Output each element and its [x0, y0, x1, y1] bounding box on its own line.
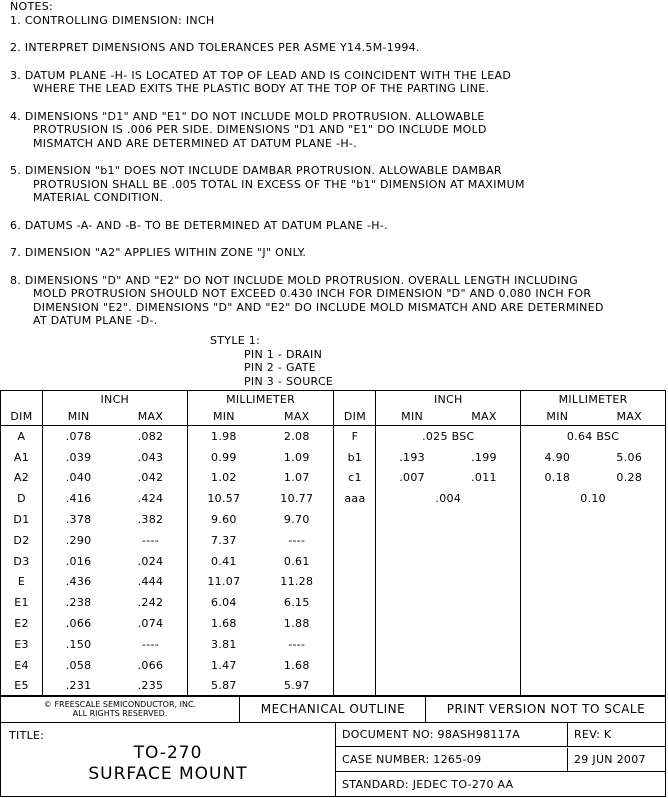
table-row	[1, 655, 666, 676]
table-cell: 7.37	[211, 533, 237, 547]
dim-label: D1	[1, 509, 43, 530]
table-cell: .042	[114, 468, 187, 489]
dim-label: b1	[334, 447, 376, 468]
notes-block	[10, 0, 666, 328]
dim-label: F	[334, 426, 376, 447]
table-row	[1, 426, 666, 447]
table-cell: ----	[114, 530, 187, 551]
dim-label: E2	[1, 613, 43, 634]
header-mm-right: MILLIMETER	[558, 393, 628, 406]
table-cell	[594, 613, 666, 634]
copyright-line-2: ALL RIGHTS RESERVED.	[72, 709, 168, 718]
print-version-label: PRINT VERSION NOT TO SCALE	[446, 702, 646, 716]
dim-label: aaa	[334, 488, 376, 509]
table-cell	[334, 613, 376, 634]
table-row	[1, 447, 666, 468]
table-cell: 9.60	[211, 513, 237, 527]
table-cell	[521, 634, 594, 655]
table-row	[1, 509, 666, 530]
header-max: MAX	[114, 408, 187, 426]
table-cell	[334, 572, 376, 593]
table-cell: ----	[260, 530, 334, 551]
note-6	[10, 219, 666, 233]
table-cell: 4.90	[544, 450, 571, 464]
package-title	[1, 743, 335, 785]
copyright-line-1: © FREESCALE SEMICONDUCTOR, INC.	[43, 700, 197, 709]
table-cell: 5.87	[211, 679, 237, 693]
pin-3: PIN 3 - SOURCE	[244, 374, 334, 388]
table-cell: 6.04	[211, 596, 237, 610]
note-text-continued: PROTRUSION IS .006 PER SIDE. DIMENSIONS "D1 AND "E1" DO INCLUDE MOLD	[33, 123, 487, 136]
revision: REV: K	[568, 723, 666, 747]
header-inch-left: INCH	[42, 391, 187, 409]
table-cell: .444	[114, 572, 187, 593]
table-cell	[334, 551, 376, 572]
table-cell: .231	[65, 679, 92, 693]
table-cell: 1.68	[211, 617, 237, 631]
table-cell	[594, 551, 666, 572]
table-row	[1, 530, 666, 551]
table-cell	[521, 613, 594, 634]
table-cell	[521, 530, 594, 551]
table-cell	[448, 676, 521, 697]
dim-label: E	[1, 572, 43, 593]
table-row	[1, 468, 666, 489]
note-3	[10, 69, 666, 96]
table-cell: .235	[114, 676, 187, 697]
note-text: 4. DIMENSIONS "D1" AND "E1" DO NOT INCLUDE MOLD PROTRUSION. ALLOWABLE	[10, 109, 485, 123]
table-cell: 1.47	[211, 658, 237, 672]
header-max: MAX	[448, 408, 521, 426]
dim-label: E3	[1, 634, 43, 655]
table-cell	[376, 509, 448, 530]
note-text: 2. INTERPRET DIMENSIONS AND TOLERANCES PER ASME Y14.5M-1994.	[10, 41, 420, 54]
table-cell: .024	[114, 551, 187, 572]
note-text-continued: DIMENSION "E2". DIMENSIONS "D" AND "E2" DO INCLUDE MOLD MISMATCH AND ARE DETERMINED	[33, 300, 604, 314]
header-mm-left: MILLIMETER	[187, 391, 334, 409]
table-cell: 10.77	[260, 488, 334, 509]
table-cell: ----	[260, 634, 334, 655]
table-cell	[521, 509, 594, 530]
table-cell: 0.41	[211, 554, 237, 568]
table-cell: .238	[65, 596, 92, 610]
table-cell: 9.70	[260, 509, 334, 530]
table-cell: 5.97	[260, 676, 334, 697]
table-cell: 1.98	[211, 429, 237, 443]
table-cell	[376, 530, 448, 551]
table-cell: 10.57	[207, 492, 241, 506]
table-cell: 0.99	[211, 450, 237, 464]
table-cell: 6.15	[260, 592, 334, 613]
table-cell	[594, 634, 666, 655]
note-text: 8. DIMENSIONS "D" AND "E2" DO NOT INCLUDE MOLD PROTRUSION. OVERALL LENGTH INCLUDING	[10, 273, 578, 287]
note-text-continued: MATERIAL CONDITION.	[33, 191, 164, 204]
date: 29 JUN 2007	[568, 748, 666, 772]
table-cell	[448, 530, 521, 551]
table-row	[1, 488, 666, 509]
note-text-continued: PROTRUSION SHALL BE .005 TOTAL IN EXCESS OF THE "b1" DIMENSION AT MAXIMUM	[33, 177, 525, 191]
table-cell: 5.06	[616, 450, 643, 464]
note-text-continued: AT DATUM PLANE -D-.	[33, 314, 158, 327]
dim-label: E4	[1, 655, 43, 676]
note-4	[10, 110, 666, 151]
table-cell: .382	[114, 509, 187, 530]
note-text: 1. CONTROLLING DIMENSION: INCH	[10, 13, 215, 27]
table-cell	[448, 655, 521, 676]
header-dim-left: DIM	[1, 408, 43, 426]
title-block	[0, 695, 666, 797]
table-row	[1, 676, 666, 697]
table-cell: .066	[114, 655, 187, 676]
dim-label: A1	[1, 447, 43, 468]
title-label: TITLE:	[9, 729, 45, 742]
table-cell: 2.08	[260, 426, 334, 447]
table-cell: 0.61	[260, 551, 334, 572]
dim-label: D3	[1, 551, 43, 572]
case-number: CASE NUMBER: 1265-09	[336, 748, 568, 772]
table-cell	[521, 676, 594, 697]
table-cell	[376, 634, 448, 655]
table-cell: .007	[399, 471, 425, 485]
dim-label: c1	[334, 468, 376, 489]
table-row	[1, 613, 666, 634]
header-min: MIN	[212, 410, 235, 423]
header-min: MIN	[546, 410, 569, 423]
header-min: MIN	[67, 410, 90, 423]
style-block	[210, 334, 333, 388]
pin-1: PIN 1 - DRAIN	[244, 347, 323, 361]
table-cell: .074	[114, 613, 187, 634]
dim-label: D	[1, 488, 43, 509]
header-max: MAX	[616, 410, 642, 423]
note-2	[10, 41, 666, 55]
table-cell: .082	[114, 426, 187, 447]
table-cell: .150	[65, 637, 92, 651]
header-min: MIN	[401, 410, 424, 423]
title-box	[1, 723, 336, 797]
table-cell	[334, 509, 376, 530]
table-cell	[521, 592, 594, 613]
table-cell: 1.07	[260, 468, 334, 489]
table-cell	[521, 551, 594, 572]
note-text: 3. DATUM PLANE -H- IS LOCATED AT TOP OF LEAD AND IS COINCIDENT WITH THE LEAD	[10, 68, 512, 82]
note-7	[10, 246, 666, 260]
table-cell	[521, 655, 594, 676]
table-cell: .043	[114, 447, 187, 468]
style-title: STYLE 1:	[210, 334, 261, 347]
table-cell: 0.10	[580, 492, 606, 506]
table-cell	[376, 676, 448, 697]
note-8	[10, 274, 666, 328]
table-cell: .058	[65, 658, 92, 672]
table-cell: .011	[448, 468, 521, 489]
table-cell: .290	[65, 533, 92, 547]
table-cell	[376, 551, 448, 572]
table-row	[1, 592, 666, 613]
table-cell: 0.64 BSC	[566, 429, 620, 443]
table-cell	[448, 613, 521, 634]
table-cell	[594, 509, 666, 530]
table-cell	[334, 530, 376, 551]
table-cell	[448, 572, 521, 593]
table-cell: .016	[65, 554, 92, 568]
dim-label: D2	[1, 530, 43, 551]
table-cell: .039	[65, 450, 92, 464]
table-cell	[334, 592, 376, 613]
notes-list	[10, 14, 666, 328]
table-cell	[594, 592, 666, 613]
table-cell	[448, 634, 521, 655]
table-cell	[334, 634, 376, 655]
dimension-table	[0, 390, 666, 697]
table-cell: .193	[399, 450, 425, 464]
table-cell: .025 BSC	[376, 426, 521, 447]
table-cell: 1.88	[260, 613, 334, 634]
package-title-line-1: TO-270	[133, 743, 203, 763]
note-text: 7. DIMENSION "A2" APPLIES WITHIN ZONE "J" ONLY.	[10, 246, 307, 259]
header-inch-right: INCH	[376, 391, 521, 409]
table-cell	[521, 572, 594, 593]
note-text: 6. DATUMS -A- AND -B- TO BE DETERMINED AT DATUM PLANE -H-.	[10, 218, 388, 232]
table-cell: .436	[65, 575, 92, 589]
notes-title: NOTES:	[10, 0, 54, 13]
dim-label: A	[1, 426, 43, 447]
table-row	[1, 634, 666, 655]
table-cell: ----	[114, 634, 187, 655]
table-cell	[448, 592, 521, 613]
table-cell	[448, 551, 521, 572]
dim-label: E5	[1, 676, 43, 697]
table-cell: 0.18	[544, 471, 571, 485]
table-cell: .242	[114, 592, 187, 613]
note-text: 5. DIMENSION "b1" DOES NOT INCLUDE DAMBAR PROTRUSION. ALLOWABLE DAMBAR	[10, 164, 502, 177]
table-cell: .066	[65, 617, 92, 631]
mechanical-outline-label: MECHANICAL OUTLINE	[241, 696, 426, 722]
note-text-continued: WHERE THE LEAD EXITS THE PLASTIC BODY AT THE TOP OF THE PARTING LINE.	[33, 82, 490, 95]
table-row	[1, 551, 666, 572]
note-1	[10, 14, 666, 28]
table-cell: .078	[65, 429, 92, 443]
dimension-table-body	[1, 426, 666, 697]
table-cell	[594, 655, 666, 676]
table-cell: 11.07	[207, 575, 241, 589]
table-cell: 3.81	[211, 637, 237, 651]
table-cell	[334, 676, 376, 697]
copyright	[1, 696, 240, 722]
header-max: MAX	[260, 408, 334, 426]
table-cell	[376, 613, 448, 634]
table-cell: .199	[448, 447, 521, 468]
table-cell: .424	[114, 488, 187, 509]
table-cell	[334, 655, 376, 676]
dim-label: E1	[1, 592, 43, 613]
table-cell: .004	[376, 488, 521, 509]
table-cell	[594, 676, 666, 697]
table-cell	[376, 655, 448, 676]
table-cell: 1.68	[260, 655, 334, 676]
document-info	[336, 723, 666, 797]
table-cell	[594, 530, 666, 551]
table-cell	[376, 572, 448, 593]
note-5	[10, 164, 666, 205]
pin-2: PIN 2 - GATE	[244, 361, 317, 374]
note-text-continued: MOLD PROTRUSION SHOULD NOT EXCEED 0.430 INCH FOR DIMENSION "D" AND 0.080 INCH FOR	[33, 287, 592, 300]
table-row	[1, 572, 666, 593]
table-cell: 1.02	[211, 471, 237, 485]
table-cell: 1.09	[260, 447, 334, 468]
table-cell	[448, 509, 521, 530]
dim-label: A2	[1, 468, 43, 489]
header-dim-right: DIM	[334, 408, 376, 426]
table-cell: 0.28	[616, 471, 643, 485]
title-block-top-row	[1, 696, 665, 723]
table-cell: .378	[65, 513, 92, 527]
note-text-continued: MISMATCH AND ARE DETERMINED AT DATUM PLANE -H-.	[33, 136, 357, 150]
table-cell: 11.28	[260, 572, 334, 593]
table-cell: .040	[65, 471, 92, 485]
table-cell	[594, 572, 666, 593]
standard: STANDARD: JEDEC TO-270 AA	[342, 778, 514, 791]
table-cell	[376, 592, 448, 613]
document-number: DOCUMENT NO: 98ASH98117A	[336, 723, 568, 747]
package-title-line-2: SURFACE MOUNT	[88, 764, 248, 784]
table-cell: .416	[65, 492, 92, 506]
